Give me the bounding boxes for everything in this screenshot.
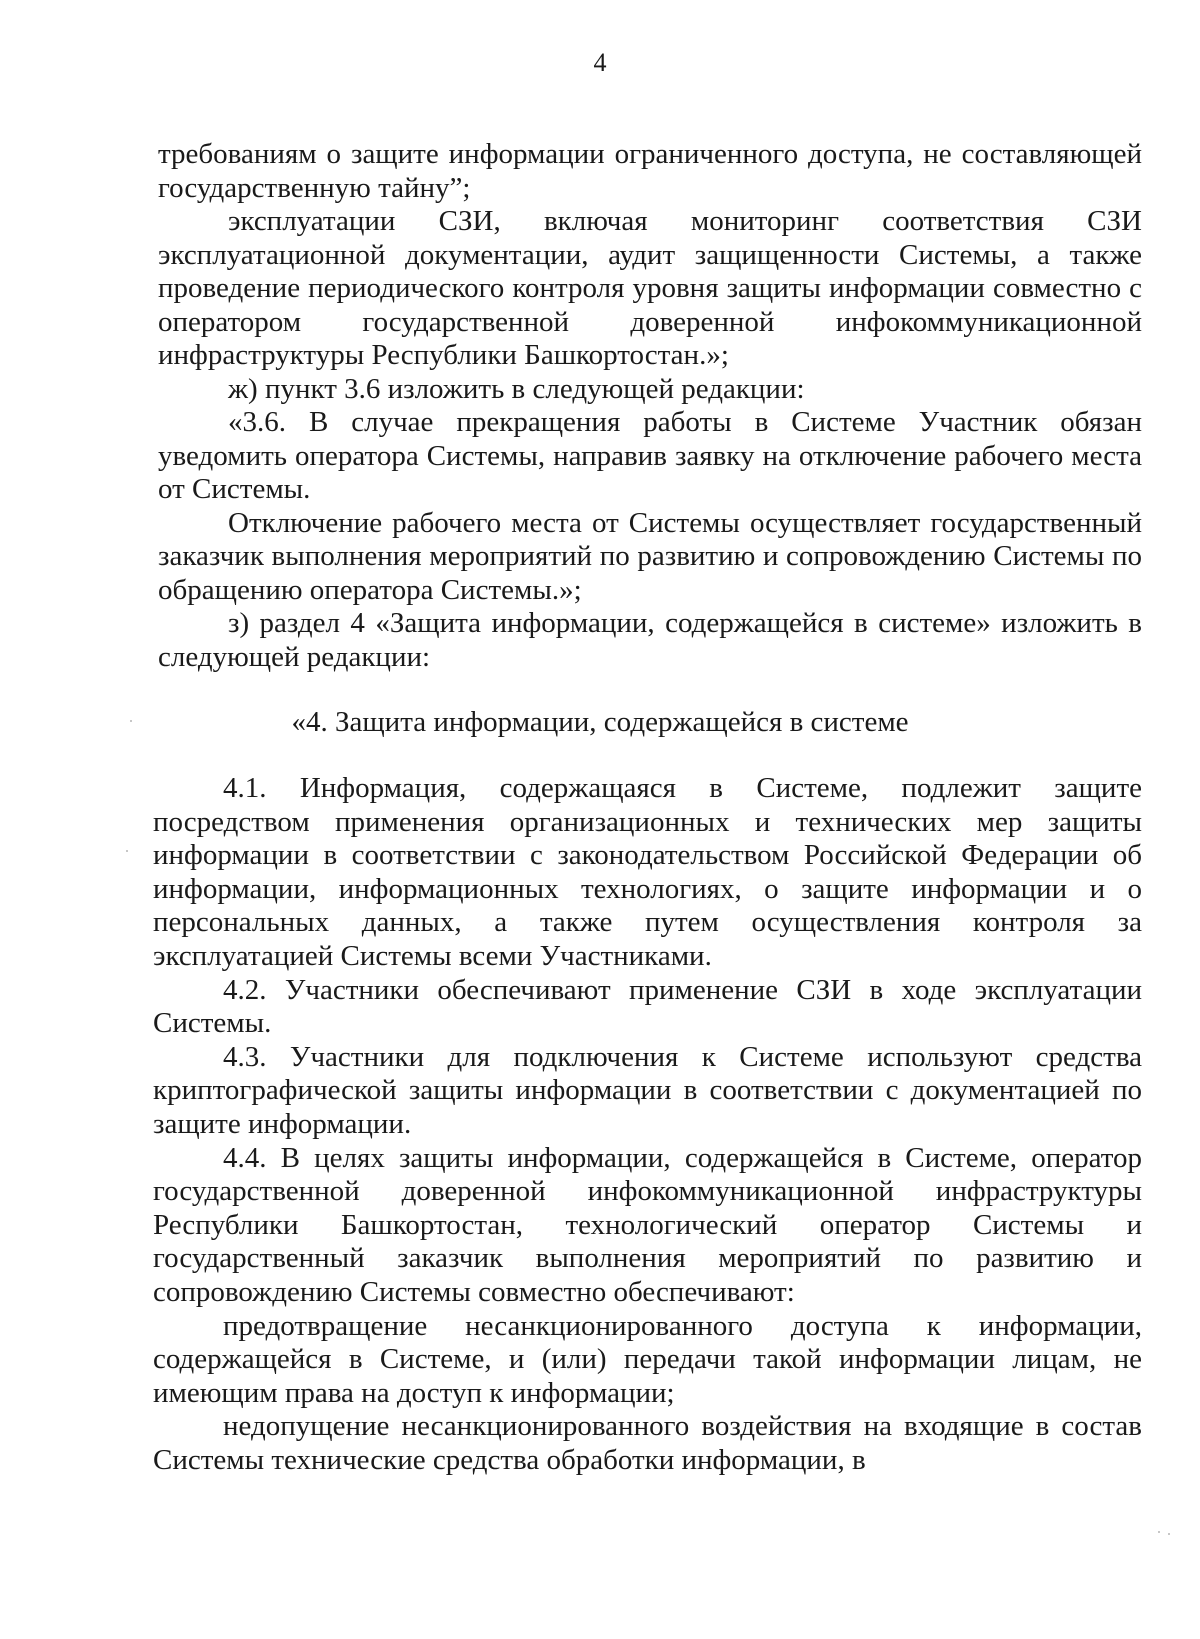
clause-4-4: 4.4. В целях защиты информации, содержащейся в Системе, оператор государственной доверенной инфокоммуникационной инфраструктуры Республики Башкортостан, технологический оператор Системы и государственный заказчик выполнения мероприятий по развитию и сопровождению Системы совместно обеспечивают: bbox=[153, 1141, 1142, 1308]
scan-speck bbox=[130, 720, 132, 722]
clause-4-3: 4.3. Участники для подключения к Системе используют средства криптографической защиты информации в соответствии с документацией по защите информации. bbox=[153, 1040, 1142, 1140]
paragraph: требованиям о защите информации ограниченного доступа, не составляющей государственную тайну”; bbox=[158, 138, 1142, 204]
scan-speck bbox=[1168, 1533, 1170, 1535]
scan-speck bbox=[1158, 1531, 1160, 1533]
clause-4-1: 4.1. Информация, содержащаяся в Системе, подлежит защите посредством применения организационных и технических мер защиты информации в соответствии с законодательством Российской Федерации об информации, информационных технологиях, о защите информации и о персональных данных, а также путем осуществления контроля за эксплуатацией Системы всеми Участниками. bbox=[153, 772, 1142, 972]
body-text-top bbox=[158, 138, 1142, 674]
body-text-section-4 bbox=[153, 772, 1142, 1477]
paragraph: «3.6. В случае прекращения работы в Системе Участник обязан уведомить оператора Системы, направив заявку на отключение рабочего места от Системы. bbox=[158, 406, 1142, 505]
paragraph: предотвращение несанкционированного доступа к информации, содержащейся в Системе, и (или) передачи такой информации лицам, не имеющим права на доступ к информации; bbox=[153, 1309, 1142, 1409]
section-heading: «4. Защита информации, содержащейся в системе bbox=[291, 706, 909, 738]
paragraph: ж) пункт 3.6 изложить в следующей редакции: bbox=[228, 372, 805, 405]
paragraph: недопущение несанкционированного воздействия на входящие в состав Системы технические средства обработки информации, в bbox=[153, 1410, 1142, 1476]
page-number: 4 bbox=[593, 48, 607, 77]
paragraph: эксплуатации СЗИ, включая мониторинг соответствия СЗИ эксплуатационной документации, аудит защищенности Системы, а также проведение периодического контроля уровня защиты информации совместно с оператором государственной доверенной инфокоммуникационной инфраструктуры Республики Башкортостан.»; bbox=[158, 205, 1142, 371]
clause-4-2: 4.2. Участники обеспечивают применение СЗИ в ходе эксплуатации Системы. bbox=[153, 973, 1142, 1040]
paragraph: з) раздел 4 «Защита информации, содержащейся в системе» изложить в следующей редакции: bbox=[158, 607, 1142, 673]
paragraph: Отключение рабочего места от Системы осуществляет государственный заказчик выполнения мероприятий по развитию и сопровождению Системы по обращению оператора Системы.»; bbox=[158, 506, 1142, 606]
scan-speck bbox=[126, 850, 128, 852]
